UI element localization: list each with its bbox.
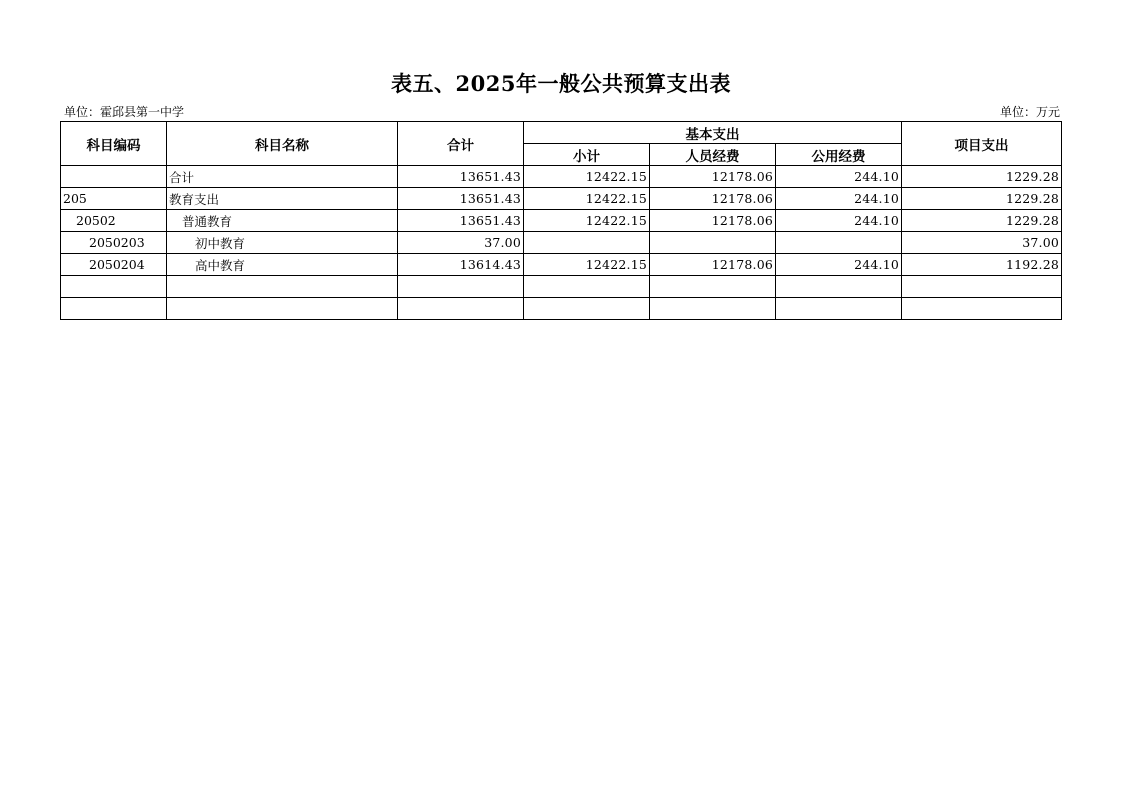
- table-row: [61, 254, 1062, 276]
- cell-total: 13651.43: [398, 188, 524, 210]
- cell-subtotal: 12422.15: [524, 254, 650, 276]
- cell-subtotal: [524, 232, 650, 254]
- cell-total: 37.00: [398, 232, 524, 254]
- cell-code: 205: [61, 188, 167, 210]
- header-project-expenditure: 项目支出: [902, 122, 1062, 166]
- header-code: 科目编码: [61, 122, 167, 166]
- cell-name: 高中教育: [167, 254, 398, 276]
- cell-public: 244.10: [776, 210, 902, 232]
- unit-organization: 单位：霍邱县第一中学: [64, 105, 185, 119]
- cell-project: 1192.28: [902, 254, 1062, 276]
- cell-public: 244.10: [776, 254, 902, 276]
- cell-total: 13651.43: [398, 166, 524, 188]
- table-row: [61, 232, 1062, 254]
- cell-code: 2050204: [61, 254, 167, 276]
- cell-subtotal: 12422.15: [524, 210, 650, 232]
- cell-project: 1229.28: [902, 166, 1062, 188]
- header-name: 科目名称: [167, 122, 398, 166]
- table-row-empty: [61, 276, 1062, 298]
- cell-project: 1229.28: [902, 210, 1062, 232]
- cell-name: 合计: [167, 166, 398, 188]
- table-row-empty: [61, 298, 1062, 320]
- header-basic-expenditure: 基本支出: [524, 122, 902, 144]
- page-title: 表五、2025年一般公共预算支出表: [391, 71, 731, 96]
- cell-code: 20502: [61, 210, 167, 232]
- cell-project: 1229.28: [902, 188, 1062, 210]
- cell-total: 13651.43: [398, 210, 524, 232]
- table-row: [61, 210, 1062, 232]
- cell-name: 初中教育: [167, 232, 398, 254]
- cell-total: 13614.43: [398, 254, 524, 276]
- cell-public: [776, 232, 902, 254]
- cell-name: 普通教育: [167, 210, 398, 232]
- cell-personnel: 12178.06: [650, 166, 776, 188]
- header-public: 公用经费: [776, 144, 902, 166]
- cell-public: 244.10: [776, 188, 902, 210]
- cell-personnel: [650, 232, 776, 254]
- cell-public: 244.10: [776, 166, 902, 188]
- cell-personnel: 12178.06: [650, 210, 776, 232]
- cell-code: 2050203: [61, 232, 167, 254]
- cell-project: 37.00: [902, 232, 1062, 254]
- cell-name: 教育支出: [167, 188, 398, 210]
- cell-code: [61, 166, 167, 188]
- cell-subtotal: 12422.15: [524, 166, 650, 188]
- cell-personnel: 12178.06: [650, 188, 776, 210]
- header-personnel: 人员经费: [650, 144, 776, 166]
- table-row: [61, 166, 1062, 188]
- header-total: 合计: [398, 122, 524, 166]
- header-subtotal: 小计: [524, 144, 650, 166]
- budget-table: [60, 121, 1062, 320]
- cell-personnel: 12178.06: [650, 254, 776, 276]
- unit-currency: 单位：万元: [999, 105, 1060, 119]
- table-row: [61, 188, 1062, 210]
- cell-subtotal: 12422.15: [524, 188, 650, 210]
